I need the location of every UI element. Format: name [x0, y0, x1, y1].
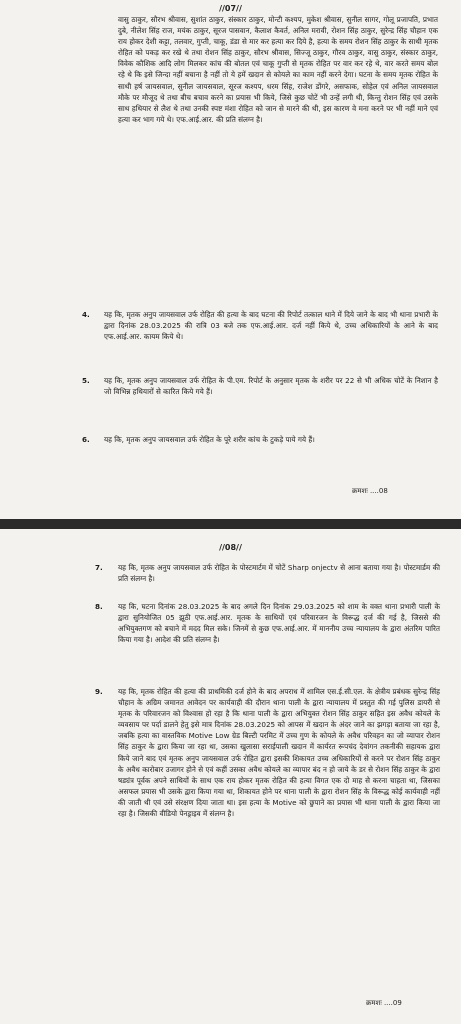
- document-page-08: [0, 529, 461, 1024]
- paragraph-7: यह कि, मृतक अनुप जायसवाल उर्फ रोहित के पोस्टमार्टम में चोटें Sharp onjectv से आना बताया गया है। पोस्टमार्डम की प्रति संलग्न है।: [118, 563, 440, 584]
- continuation-marker: क्रमशः ....08: [352, 487, 388, 495]
- paragraph-9: यह कि, मृतक रोहित की हत्या की प्राथमिकी दर्ज होने के बाद अपराध में शामिल एस.ई.सी.एल. के क्षेत्रीय प्रबंधक सुरेन्द्र सिंह चौहान के अग्रिम जमानत आवेदन पर कार्यवाही की दौरान थाना पाली के द्वारा न्यायालय में प्रस्तुत की गई पुलिस डायरी से मृतक के परिवारजन को विश्वास हो रहा है कि थाना पाली के द्वारा अभियुक्त रोशन सिंह ठाकुर सहित इस अवैध कोयले के व्यवसाय पर पर्दा डालने हेतु इसे मात्र दिनांक 28.03.2025 को आपस में खदान के अंदर जाने का झगड़ा बताया जा रहा है, जबकि हत्या का वास्तविक Motive Low ग्रेड बिल्टी परमिट में उच्च गुण के कोयले के अवैध परिवहन का जो व्यापार रोशन सिंह ठाकुर के द्वारा किया जा रहा था, उसका खुलासा सराईपाली खदान में कार्यरत रूपचंद देवांगन तकनीकी सहायक द्वारा किये जाने बाद एवं मृतक अनुप जायसवाल उर्फ रोहित द्वारा इसकी शिकायत उच्च अधिकारियों से करने पर रोशन सिंह ठाकुर के अवैध कारोबार उजागर होने से एवं कहीं उसका अवैध कोयले का व्यापार बंद न हो जाये के डर से रोशन सिंह ठाकुर के द्वारा षड्यंत्र पूर्वक अपने साथियों के साथ एक राय होकर मृतक रोहित की हत्या विगत एक दो माह से करना चाहता था, जिसका असफल प्रयास भी उसके द्वारा किया गया था, शिकायत होने पर थाना पाली के द्वारा रोशन सिंह के विरूद्ध कोई कार्यवाही नहीं की जाती थी एवं उसे संरक्षण दिया जाता था। इस हत्या के Motive को छुपाने का प्रयास भी थाना पाली के द्वारा किया जा रहा है। जिसकी वीडियो पेनड्राइव में संलग्न है।: [118, 687, 440, 819]
- para-number-9: 9.: [95, 687, 103, 696]
- page-number: //07//: [219, 4, 242, 13]
- continuation-marker: क्रमशः ....09: [366, 999, 402, 1007]
- para-number-4: 4.: [82, 310, 90, 319]
- para-number-8: 8.: [95, 602, 103, 611]
- para-number-6: 6.: [82, 435, 90, 444]
- paragraph-3-continued: वासु ठाकुर, सौरभ श्रीवास, सुशांत ठाकुर, संस्कार ठाकुर, मोन्टी कश्यप, मुकेश श्रीवास, सुनील सागर, गोलू प्रजापति, प्रभात दुबे, नीलेश सिंह राज, मयंक ठाकुर, सूरज पासवान, कैलाश कैवर्त, अनिल मरावी, रोशन सिंह ठाकुर, सुरेन्द्र सिंह चौहान एक राय होकर देशी कट्टा, तलवार, गुप्ती, चाकू, डंडा से मार कर हत्या कर दिये है, हत्या के समय रोशन सिंह ठाकुर के साथी मृतक रोहित को पकड़ कर रखे थे तथा रोशन सिंह ठाकुर, सौरभ श्रीवास, सिज्जू ठाकुर, गौरव ठाकुर, वासु ठाकुर, संस्कार ठाकुर, विवेक कौशिक आदि लोग मिलकर कांच की बोतल एवं चाकू गुप्ती से मृतक रोहित पर वार कर रहे थे, वार करते समय बोल रहे थे कि इसे जिन्दा नहीं बचाना है नहीं तो ये हमें खदान से कोयले का काम नहीं करने देगा। घटना के समय मृतक रोहित के साथी हर्ष जायसवाल, सुनील जायसवाल, सूरज कश्यप, धरम सिंह, राजेश डोंगरे, असफाक, सोहेल एवं अनिल जायसवाल मौके पर मौजूद थे तथा बीच बचाव करने का प्रयास भी किये, जिसे कुछ चोटें भी उन्हें लगी थी, किन्तु रोशन सिंह एवं उसके साथ हथियार से लैश थे तथा उनकी स्पष्ट मंशा रोहित को जान से मारने की थी, इस कारण वे मना करने पर भी नहीं माने एवं हत्या कर भाग गये थे। एफ.आई.आर. की प्रति संलग्न है।: [118, 15, 438, 124]
- page-number: //08//: [219, 543, 242, 552]
- para-number-5: 5.: [82, 376, 90, 385]
- para-number-7: 7.: [95, 563, 103, 572]
- paragraph-6: यह कि, मृतक अनुप जायसवाल उर्फ रोहित के पूरे शरीर कांच के टुकड़े पाये गये हैं।: [104, 435, 315, 444]
- paragraph-5: यह कि, मृतक अनुप जायसवाल उर्फ रोहित के पी.एम. रिपोर्ट के अनुसार मृतक के शरीर पर 22 से भी अधिक चोटें के निशान है जो विभिन्न हथियारों से कारित किये गये हैं।: [104, 376, 438, 397]
- paragraph-8: यह कि, घटना दिनांक 28.03.2025 के बाद अगले दिन दिनांक 29.03.2025 को शाम के वक्त थाना प्रभारी पाली के द्वारा सुनियोजित 05 झूठी एफ.आई.आर. मृतक के साथियों एवं परिवारजन के विरूद्ध दर्ज की गई है, जिससे की अभियुक्तगण को बचाने में मदद मिल सके। जिनमें से कुछ एफ.आई.आर. में माननीय उच्च न्यायालय के द्वारा अंतरिम पारित किया गया है। आदेश की प्रति संलग्न है।: [118, 602, 440, 645]
- paragraph-4: यह कि, मृतक अनुप जायसवाल उर्फ रोहित की हत्या के बाद घटना की रिपोर्ट तत्काल थाने में दिये जाने के बाद भी थाना प्रभारी के द्वारा दिनांक 28.03.2025 की रात्रि 03 बजे तक एफ.आई.आर. दर्ज नहीं किये थे, उच्च अधिकारियों के आने के बाद एफ.आई.आर. कायम किये थे।: [104, 310, 438, 342]
